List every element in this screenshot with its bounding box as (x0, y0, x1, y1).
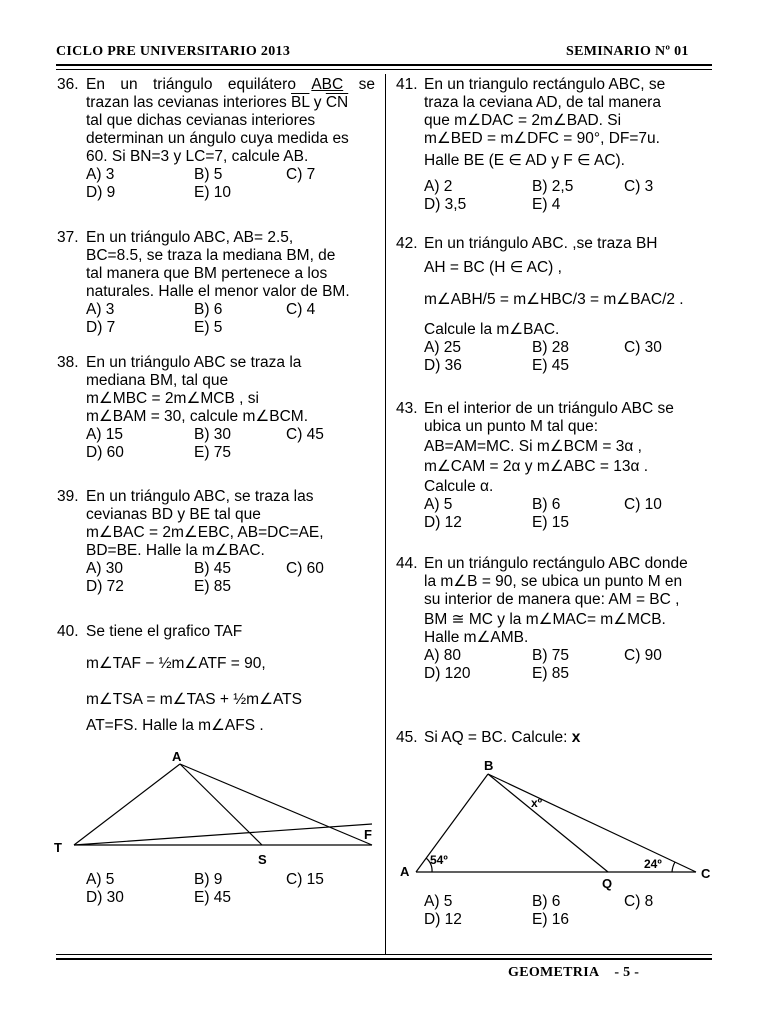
option-a[interactable]: A) 5 (424, 893, 453, 910)
header-course-title: CICLO PRE UNIVERSITARIO 2013 (56, 44, 291, 59)
question-line: Se tiene el grafico TAF (86, 623, 243, 640)
question-line: Halle BE (E ∈ AD y F ∈ AC). (424, 152, 625, 169)
option-b[interactable]: B) 6 (194, 301, 223, 318)
question-40-options (86, 871, 366, 907)
question-line: Halle m∠AMB. (424, 629, 529, 646)
question-line: BC=8.5, se traza la mediana BM, de (86, 247, 336, 264)
option-e[interactable]: E) 45 (194, 889, 232, 906)
angle-label-x: xº (531, 796, 543, 810)
question-line: naturales. Halle el menor valor de BM. (86, 283, 350, 300)
option-a[interactable]: A) 5 (424, 496, 453, 513)
answer-options (424, 178, 714, 214)
question-line: En un triángulo rectángulo ABC donde (424, 555, 688, 572)
option-d[interactable]: D) 9 (86, 184, 116, 201)
question-text: Si AQ = BC. Calcule: (424, 729, 572, 746)
question-number: 40. (57, 623, 79, 640)
answer-options (86, 426, 375, 462)
option-d[interactable]: D) 7 (86, 319, 116, 336)
option-e[interactable]: E) 10 (194, 184, 232, 201)
question-number: 38. (57, 354, 79, 371)
option-d[interactable]: D) 3,5 (424, 196, 467, 213)
point-label-t: T (54, 840, 62, 855)
option-d[interactable]: D) 12 (424, 514, 462, 531)
angle-label-24: 24º (644, 857, 662, 871)
question-line: traza la ceviana AD, de tal manera (424, 94, 661, 111)
point-label-f: F (364, 827, 372, 842)
option-a[interactable]: A) 30 (86, 560, 124, 577)
option-c[interactable]: C) 30 (624, 339, 662, 356)
option-c[interactable]: C) 3 (624, 178, 654, 195)
option-b[interactable]: B) 9 (194, 871, 223, 888)
option-b[interactable]: B) 75 (532, 647, 570, 664)
option-b[interactable]: B) 2,5 (532, 178, 574, 195)
option-b[interactable]: B) 5 (194, 166, 223, 183)
point-label-a: A (172, 749, 182, 764)
option-b[interactable]: B) 6 (532, 893, 561, 910)
question-line: En un triángulo ABC, AB= 2.5, (86, 229, 294, 246)
option-a[interactable]: A) 3 (86, 301, 115, 318)
option-e[interactable]: E) 16 (532, 911, 570, 928)
option-d[interactable]: D) 72 (86, 578, 124, 595)
option-e[interactable]: E) 75 (194, 444, 232, 461)
point-label-s: S (258, 852, 267, 867)
option-b[interactable]: B) 45 (194, 560, 232, 577)
option-e[interactable]: E) 45 (532, 357, 570, 374)
question-line: AT=FS. Halle la m∠AFS . (86, 717, 264, 734)
answer-options (424, 339, 714, 375)
option-a[interactable]: A) 25 (424, 339, 462, 356)
question-number: 42. (396, 235, 418, 252)
question-line: m∠BAC = 2m∠EBC, AB=DC=AE, (86, 524, 324, 541)
option-b[interactable]: B) 28 (532, 339, 570, 356)
option-d[interactable]: D) 120 (424, 665, 471, 682)
option-a[interactable]: A) 2 (424, 178, 453, 195)
option-b[interactable]: B) 30 (194, 426, 232, 443)
question-number: 44. (396, 555, 418, 572)
question-line: AB=AM=MC. Si m∠BCM = 3α , (424, 438, 642, 455)
option-c[interactable]: C) 7 (286, 166, 316, 183)
question-line: que m∠DAC = 2m∠BAD. Si (424, 112, 622, 129)
question-line: En un triangulo rectángulo ABC, se (424, 76, 666, 93)
question-line: cevianas BD y BE tal que (86, 506, 261, 523)
point-label-c: C (701, 866, 711, 881)
option-d[interactable]: D) 12 (424, 911, 462, 928)
question-line: En un triángulo ABC, se traza las (86, 488, 314, 505)
question-line: m∠BED = m∠DFC = 90°, DF=7u. (424, 130, 660, 147)
unknown-variable: x (571, 729, 581, 746)
question-line: En un triángulo ABC se traza la (86, 354, 302, 371)
answer-options (86, 560, 375, 596)
question-line: trazan las cevianas interiores $\overline{BL}$ y $\overline{CN}$ (86, 94, 349, 111)
option-e[interactable]: E) 5 (194, 319, 223, 336)
option-c[interactable]: C) 90 (624, 647, 662, 664)
question-line: mediana BM, tal que (86, 372, 229, 389)
option-e[interactable]: E) 4 (532, 196, 561, 213)
option-a[interactable]: A) 15 (86, 426, 124, 443)
answer-options (86, 166, 375, 202)
question-line: tal que dichas cevianas interiores (86, 112, 316, 129)
point-label-q: Q (602, 876, 613, 891)
question-line: tal manera que BM pertenece a los (86, 265, 328, 282)
point-label-b: B (484, 758, 494, 773)
option-c[interactable]: C) 4 (286, 301, 316, 318)
header-rule-thin (56, 69, 712, 70)
question-45-options (424, 893, 704, 929)
question-line: BM ≅ MC y la m∠MAC= m∠MCB. (424, 611, 666, 628)
question-line: m∠TSA = m∠TAS + ½m∠ATS (86, 691, 302, 708)
question-line: m∠TAF − ½m∠ATF = 90, (86, 655, 266, 672)
option-c[interactable]: C) 60 (286, 560, 324, 577)
footer (508, 965, 639, 981)
question-line: determinan un ángulo cuya medida es (86, 130, 349, 147)
question-line: m∠MBC = 2m∠MCB , si (86, 390, 259, 407)
question-line: m∠BAM = 30, calcule m∠BCM. (86, 408, 309, 425)
option-e[interactable]: E) 85 (532, 665, 570, 682)
point-label-a: A (400, 864, 410, 879)
page-number: - 5 - (614, 965, 640, 980)
question-line: BD=BE. Halle la m∠BAC. (86, 542, 265, 559)
header-rule (56, 64, 712, 66)
option-c[interactable]: C) 45 (286, 426, 324, 443)
option-a[interactable]: A) 3 (86, 166, 115, 183)
question-number: 43. (396, 400, 418, 417)
answer-options (424, 647, 714, 683)
question-line: m∠CAM = 2α y m∠ABC = 13α . (424, 458, 649, 475)
question-line: su interior de manera que: AM = BC , (424, 591, 680, 608)
header-seminar-number: SEMINARIO Nº 01 (566, 44, 689, 59)
question-number: 37. (57, 229, 79, 246)
question-number: 39. (57, 488, 79, 505)
question-line: m∠ABH/5 = m∠HBC/3 = m∠BAC/2 . (424, 291, 684, 308)
option-a[interactable]: A) 5 (86, 871, 115, 888)
option-e[interactable]: E) 85 (194, 578, 232, 595)
answer-options (86, 301, 375, 337)
column-divider (385, 74, 386, 954)
question-line: AH = BC (H ∈ AC) , (424, 259, 562, 276)
option-b[interactable]: B) 6 (532, 496, 561, 513)
option-c[interactable]: C) 8 (624, 893, 654, 910)
option-d[interactable]: D) 60 (86, 444, 124, 461)
footer-rule-thin (56, 954, 712, 955)
question-number: 41. (396, 76, 418, 93)
option-c[interactable]: C) 15 (286, 871, 324, 888)
question-line: 60. Si BN=3 y LC=7, calcule AB. (86, 148, 309, 165)
question-line: En un triángulo equilátero ABC se (86, 76, 375, 93)
question-line: En un triángulo ABC. ,se traza BH (424, 235, 658, 252)
question-line: ubica un punto M tal que: (424, 418, 599, 435)
footer-subject: GEOMETRIA (508, 965, 599, 980)
question-line (424, 729, 714, 747)
question-line: Calcule la m∠BAC. (424, 321, 560, 338)
option-c[interactable]: C) 10 (624, 496, 662, 513)
footer-rule (56, 958, 712, 960)
question-line: Calcule α. (424, 478, 494, 495)
question-number: 45. (396, 729, 418, 746)
option-d[interactable]: D) 36 (424, 357, 462, 374)
angle-label-54: 54º (430, 853, 448, 867)
question-line: la m∠B = 90, se ubica un punto M en (424, 573, 683, 590)
option-e[interactable]: E) 15 (532, 514, 570, 531)
option-d[interactable]: D) 30 (86, 889, 124, 906)
answer-options (424, 496, 714, 532)
question-line: En el interior de un triángulo ABC se (424, 400, 674, 417)
option-a[interactable]: A) 80 (424, 647, 462, 664)
question-number: 36. (57, 76, 79, 93)
